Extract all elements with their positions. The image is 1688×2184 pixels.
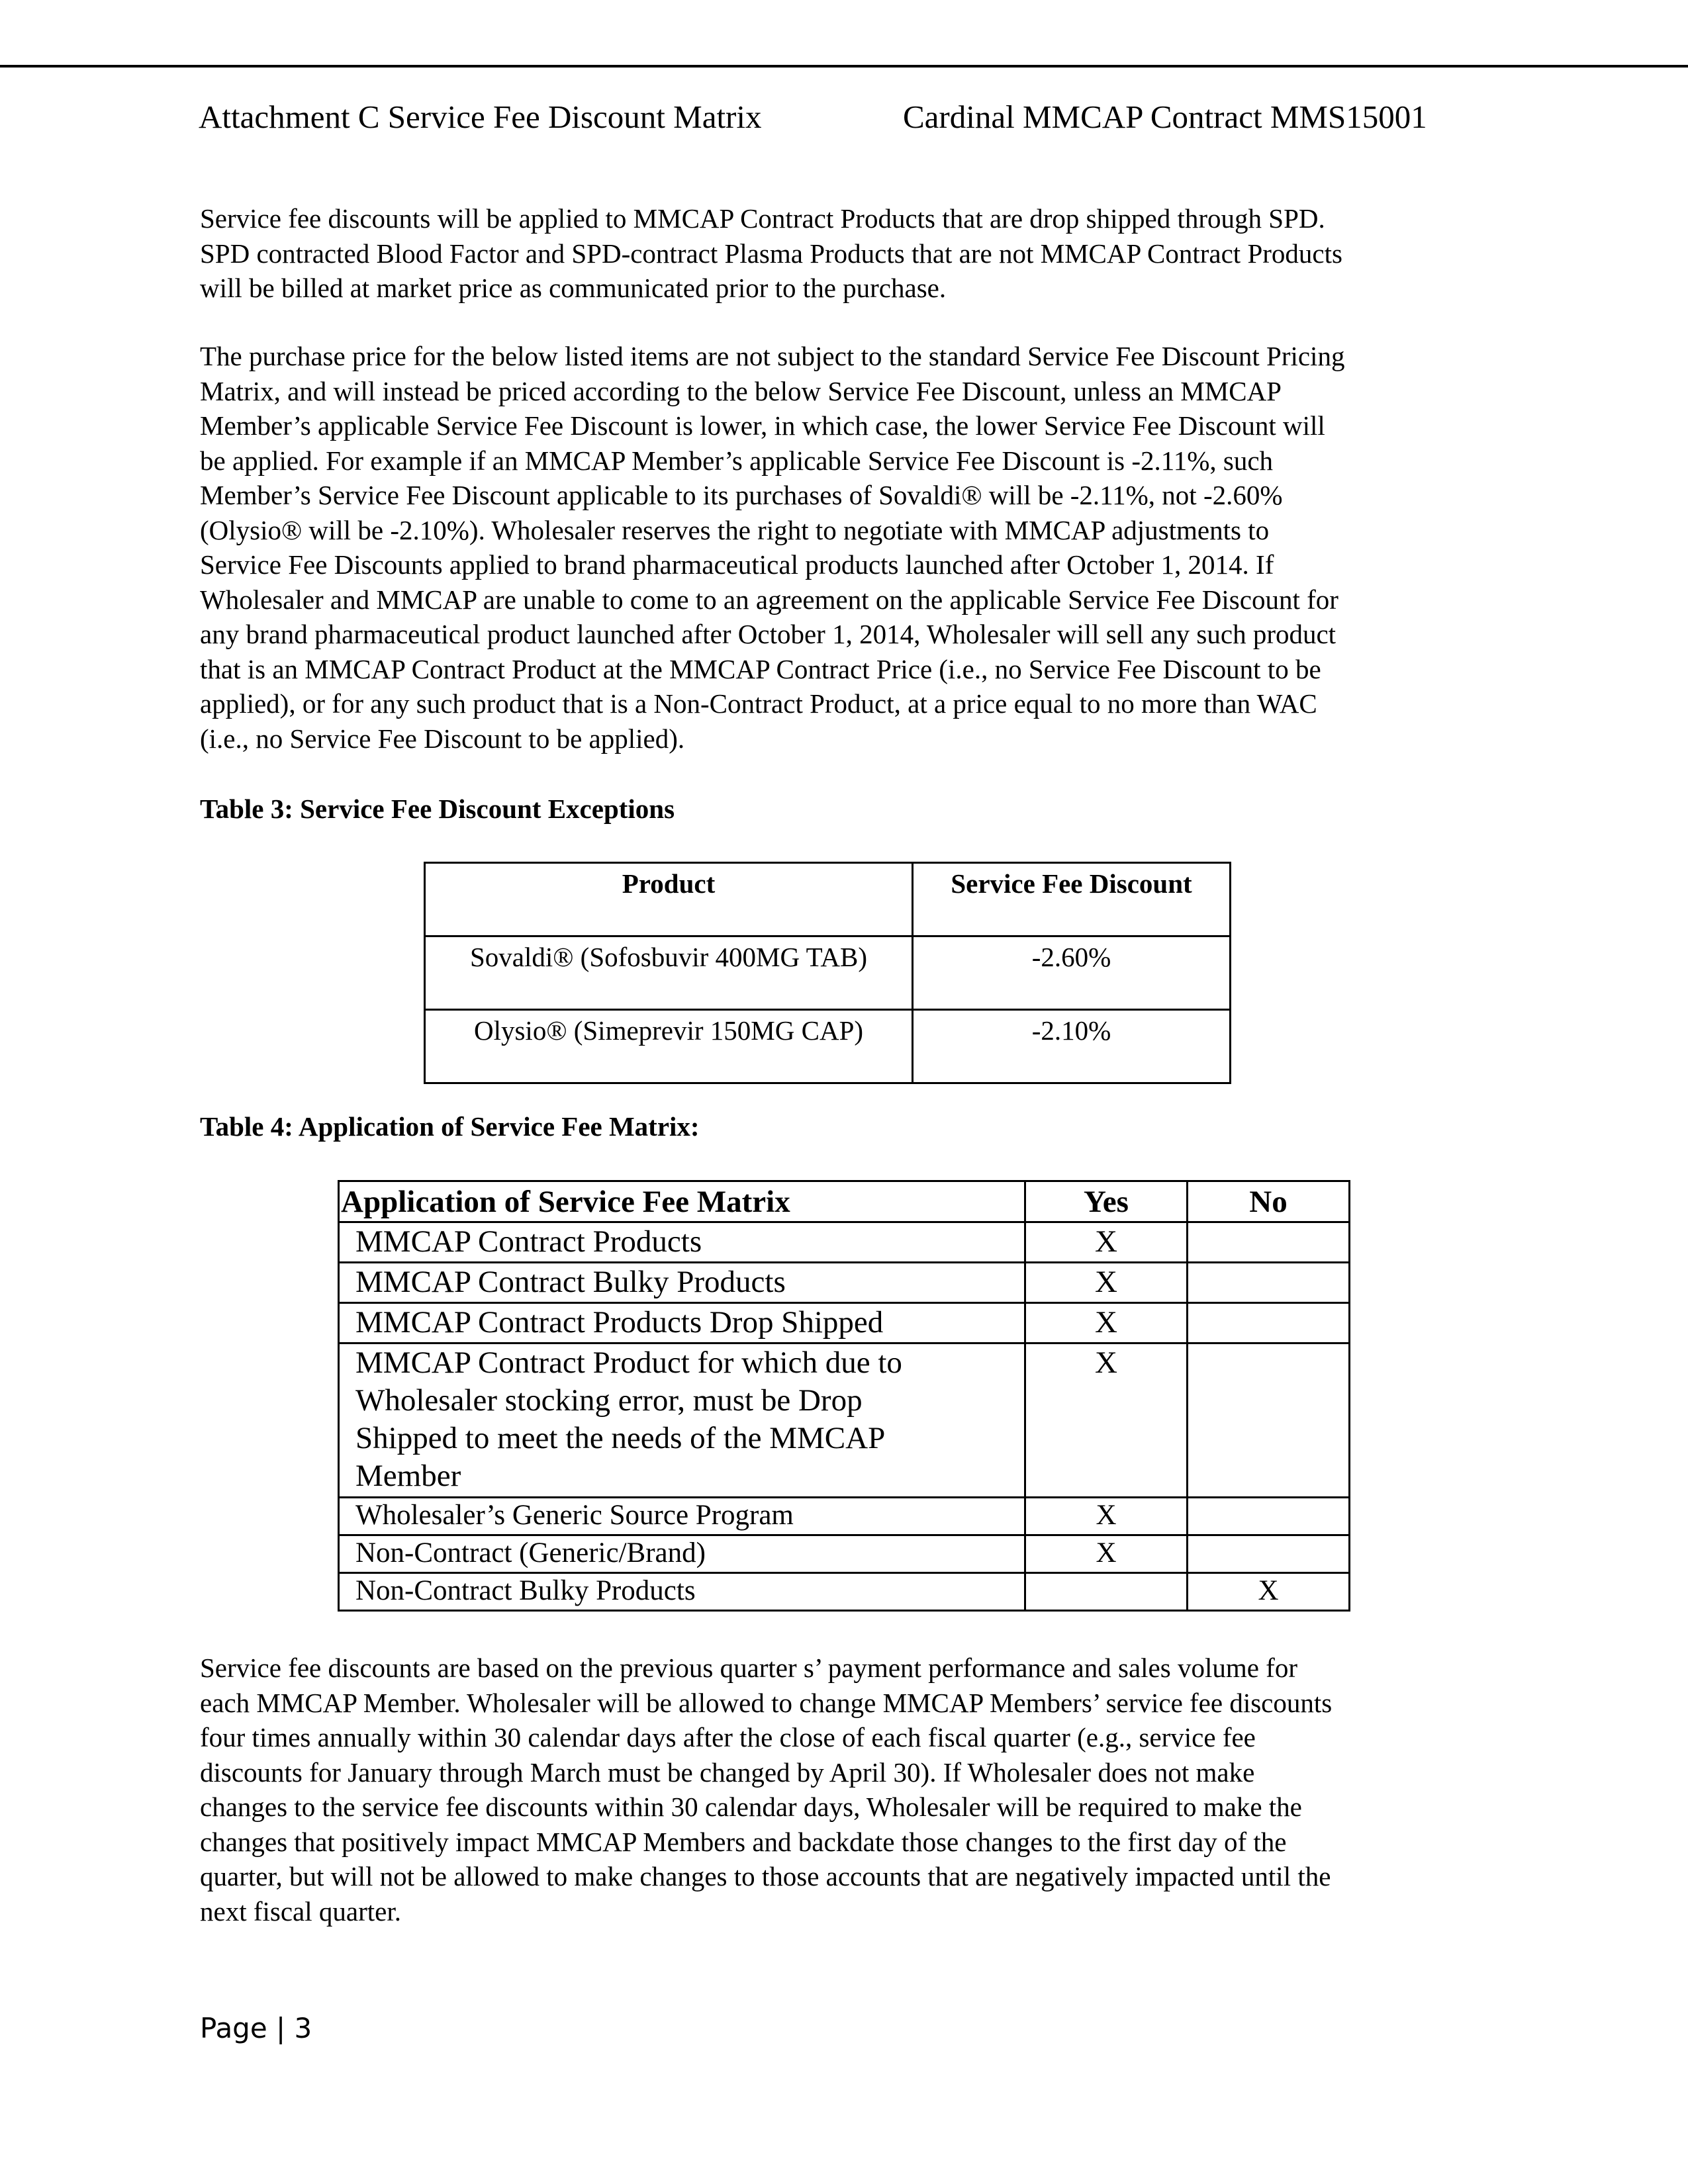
column-header-application: Application of Service Fee Matrix bbox=[339, 1181, 1025, 1222]
cell-line: Wholesaler stocking error, must be Drop bbox=[355, 1383, 863, 1418]
application-cell: Wholesaler’s Generic Source Program bbox=[339, 1498, 1025, 1535]
header-rule bbox=[0, 65, 1688, 68]
product-cell: Olysio® (Simeprevir 150MG CAP) bbox=[425, 1010, 913, 1083]
table-row bbox=[425, 1010, 1231, 1083]
column-header-discount: Service Fee Discount bbox=[913, 863, 1231, 936]
text-line: quarter, but will not be allowed to make changes to those accounts that are negatively impacted until the bbox=[200, 1861, 1331, 1891]
no-cell bbox=[1188, 1222, 1350, 1263]
discount-cell: -2.10% bbox=[913, 1010, 1231, 1083]
text-line: each MMCAP Member. Wholesaler will be allowed to change MMCAP Members’ service fee discounts bbox=[200, 1687, 1333, 1718]
text-line: Matrix, and will instead be priced according to the below Service Fee Discount, unless an MMCAP bbox=[200, 375, 1282, 406]
text-line: Member’s applicable Service Fee Discount is lower, in which case, the lower Service Fee Discount will bbox=[200, 410, 1325, 441]
table-header-row bbox=[339, 1181, 1350, 1222]
application-cell: MMCAP Contract Bulky Products bbox=[339, 1263, 1025, 1303]
yes-cell: X bbox=[1025, 1343, 1188, 1498]
application-cell: MMCAP Contract Products Drop Shipped bbox=[339, 1303, 1025, 1343]
text-line: will be billed at market price as communicated prior to the purchase. bbox=[200, 273, 947, 303]
cell-line: MMCAP Contract Product for which due to bbox=[355, 1345, 902, 1380]
service-fee-exceptions-table bbox=[424, 862, 1231, 1084]
text-line: Service fee discounts are based on the previous quarter s’ payment performance and sales volume for bbox=[200, 1653, 1297, 1683]
text-line: changes to the service fee discounts within 30 calendar days, Wholesaler will be required to make the bbox=[200, 1792, 1302, 1822]
text-line: The purchase price for the below listed items are not subject to the standard Service Fee Discount Pricing bbox=[200, 341, 1345, 371]
table-header-row bbox=[425, 863, 1231, 936]
no-cell bbox=[1188, 1498, 1350, 1535]
text-line: Service fee discounts will be applied to MMCAP Contract Products that are drop shipped through SPD. bbox=[200, 203, 1325, 234]
yes-cell: X bbox=[1025, 1222, 1188, 1263]
service-fee-matrix-table bbox=[338, 1180, 1350, 1612]
text-line: discounts for January through March must be changed by April 30). If Wholesaler does not make bbox=[200, 1756, 1255, 1788]
yes-cell bbox=[1025, 1573, 1188, 1611]
table-row bbox=[339, 1263, 1350, 1303]
product-cell: Sovaldi® (Sofosbuvir 400MG TAB) bbox=[425, 936, 913, 1010]
yes-cell: X bbox=[1025, 1263, 1188, 1303]
no-cell bbox=[1188, 1343, 1350, 1498]
text-line: changes that positively impact MMCAP Members and backdate those changes to the first day of the bbox=[200, 1826, 1287, 1857]
no-cell bbox=[1188, 1535, 1350, 1573]
paragraph-quarterly-changes bbox=[200, 1651, 1491, 1929]
header-title: Attachment C Service Fee Discount Matrix bbox=[199, 99, 762, 135]
text-line: Service Fee Discounts applied to brand pharmaceutical products launched after October 1, 2014. If bbox=[200, 549, 1274, 580]
application-cell: Non-Contract (Generic/Brand) bbox=[339, 1535, 1025, 1573]
text-line: that is an MMCAP Contract Product at the MMCAP Contract Price (i.e., no Service Fee Discount to be bbox=[200, 653, 1321, 684]
text-line: Wholesaler and MMCAP are unable to come to an agreement on the applicable Service Fee Discount for bbox=[200, 584, 1338, 615]
header-contract: Cardinal MMCAP Contract MMS15001 bbox=[903, 99, 1427, 135]
text-line: (i.e., no Service Fee Discount to be applied). bbox=[200, 723, 685, 754]
text-line: be applied. For example if an MMCAP Member’s applicable Service Fee Discount is -2.11%, such bbox=[200, 445, 1274, 476]
yes-cell: X bbox=[1025, 1303, 1188, 1343]
text-line: any brand pharmaceutical product launched after October 1, 2014, Wholesaler will sell any such product bbox=[200, 619, 1336, 649]
paragraph-purchase-price bbox=[200, 339, 1491, 756]
table-row bbox=[339, 1535, 1350, 1573]
text-line: applied), or for any such product that is a Non-Contract Product, at a price equal to no more than WAC bbox=[200, 688, 1317, 719]
column-header-yes: Yes bbox=[1025, 1181, 1188, 1222]
application-cell: Non-Contract Bulky Products bbox=[339, 1573, 1025, 1611]
text-line: SPD contracted Blood Factor and SPD-contract Plasma Products that are not MMCAP Contract Products bbox=[200, 238, 1342, 269]
application-cell: MMCAP Contract Products bbox=[339, 1222, 1025, 1263]
page-number: Page | 3 bbox=[200, 2012, 312, 2044]
table-row bbox=[339, 1498, 1350, 1535]
discount-cell: -2.60% bbox=[913, 936, 1231, 1010]
cell-line: Member bbox=[355, 1459, 461, 1493]
table-row bbox=[339, 1343, 1350, 1498]
table-row bbox=[339, 1303, 1350, 1343]
yes-cell: X bbox=[1025, 1535, 1188, 1573]
yes-cell: X bbox=[1025, 1498, 1188, 1535]
table4-caption: Table 4: Application of Service Fee Matrix: bbox=[200, 1111, 700, 1142]
table3-caption: Table 3: Service Fee Discount Exceptions bbox=[200, 794, 675, 824]
paragraph-spd bbox=[200, 201, 1491, 306]
table-row bbox=[339, 1222, 1350, 1263]
column-header-no: No bbox=[1188, 1181, 1350, 1222]
text-line: Member’s Service Fee Discount applicable to its purchases of Sovaldi® will be -2.11%, not -2.60% bbox=[200, 480, 1283, 510]
page-header bbox=[199, 98, 1427, 136]
text-line: four times annually within 30 calendar days after the close of each fiscal quarter (e.g., service fee bbox=[200, 1722, 1256, 1752]
no-cell bbox=[1188, 1303, 1350, 1343]
no-cell: X bbox=[1188, 1573, 1350, 1611]
cell-line: Shipped to meet the needs of the MMCAP bbox=[355, 1421, 886, 1455]
table-row bbox=[339, 1573, 1350, 1611]
table-row bbox=[425, 936, 1231, 1010]
text-line: next fiscal quarter. bbox=[200, 1895, 401, 1927]
application-cell bbox=[339, 1343, 1025, 1498]
text-line: (Olysio® will be -2.10%). Wholesaler reserves the right to negotiate with MMCAP adjustments to bbox=[200, 514, 1270, 545]
no-cell bbox=[1188, 1263, 1350, 1303]
column-header-product: Product bbox=[425, 863, 913, 936]
